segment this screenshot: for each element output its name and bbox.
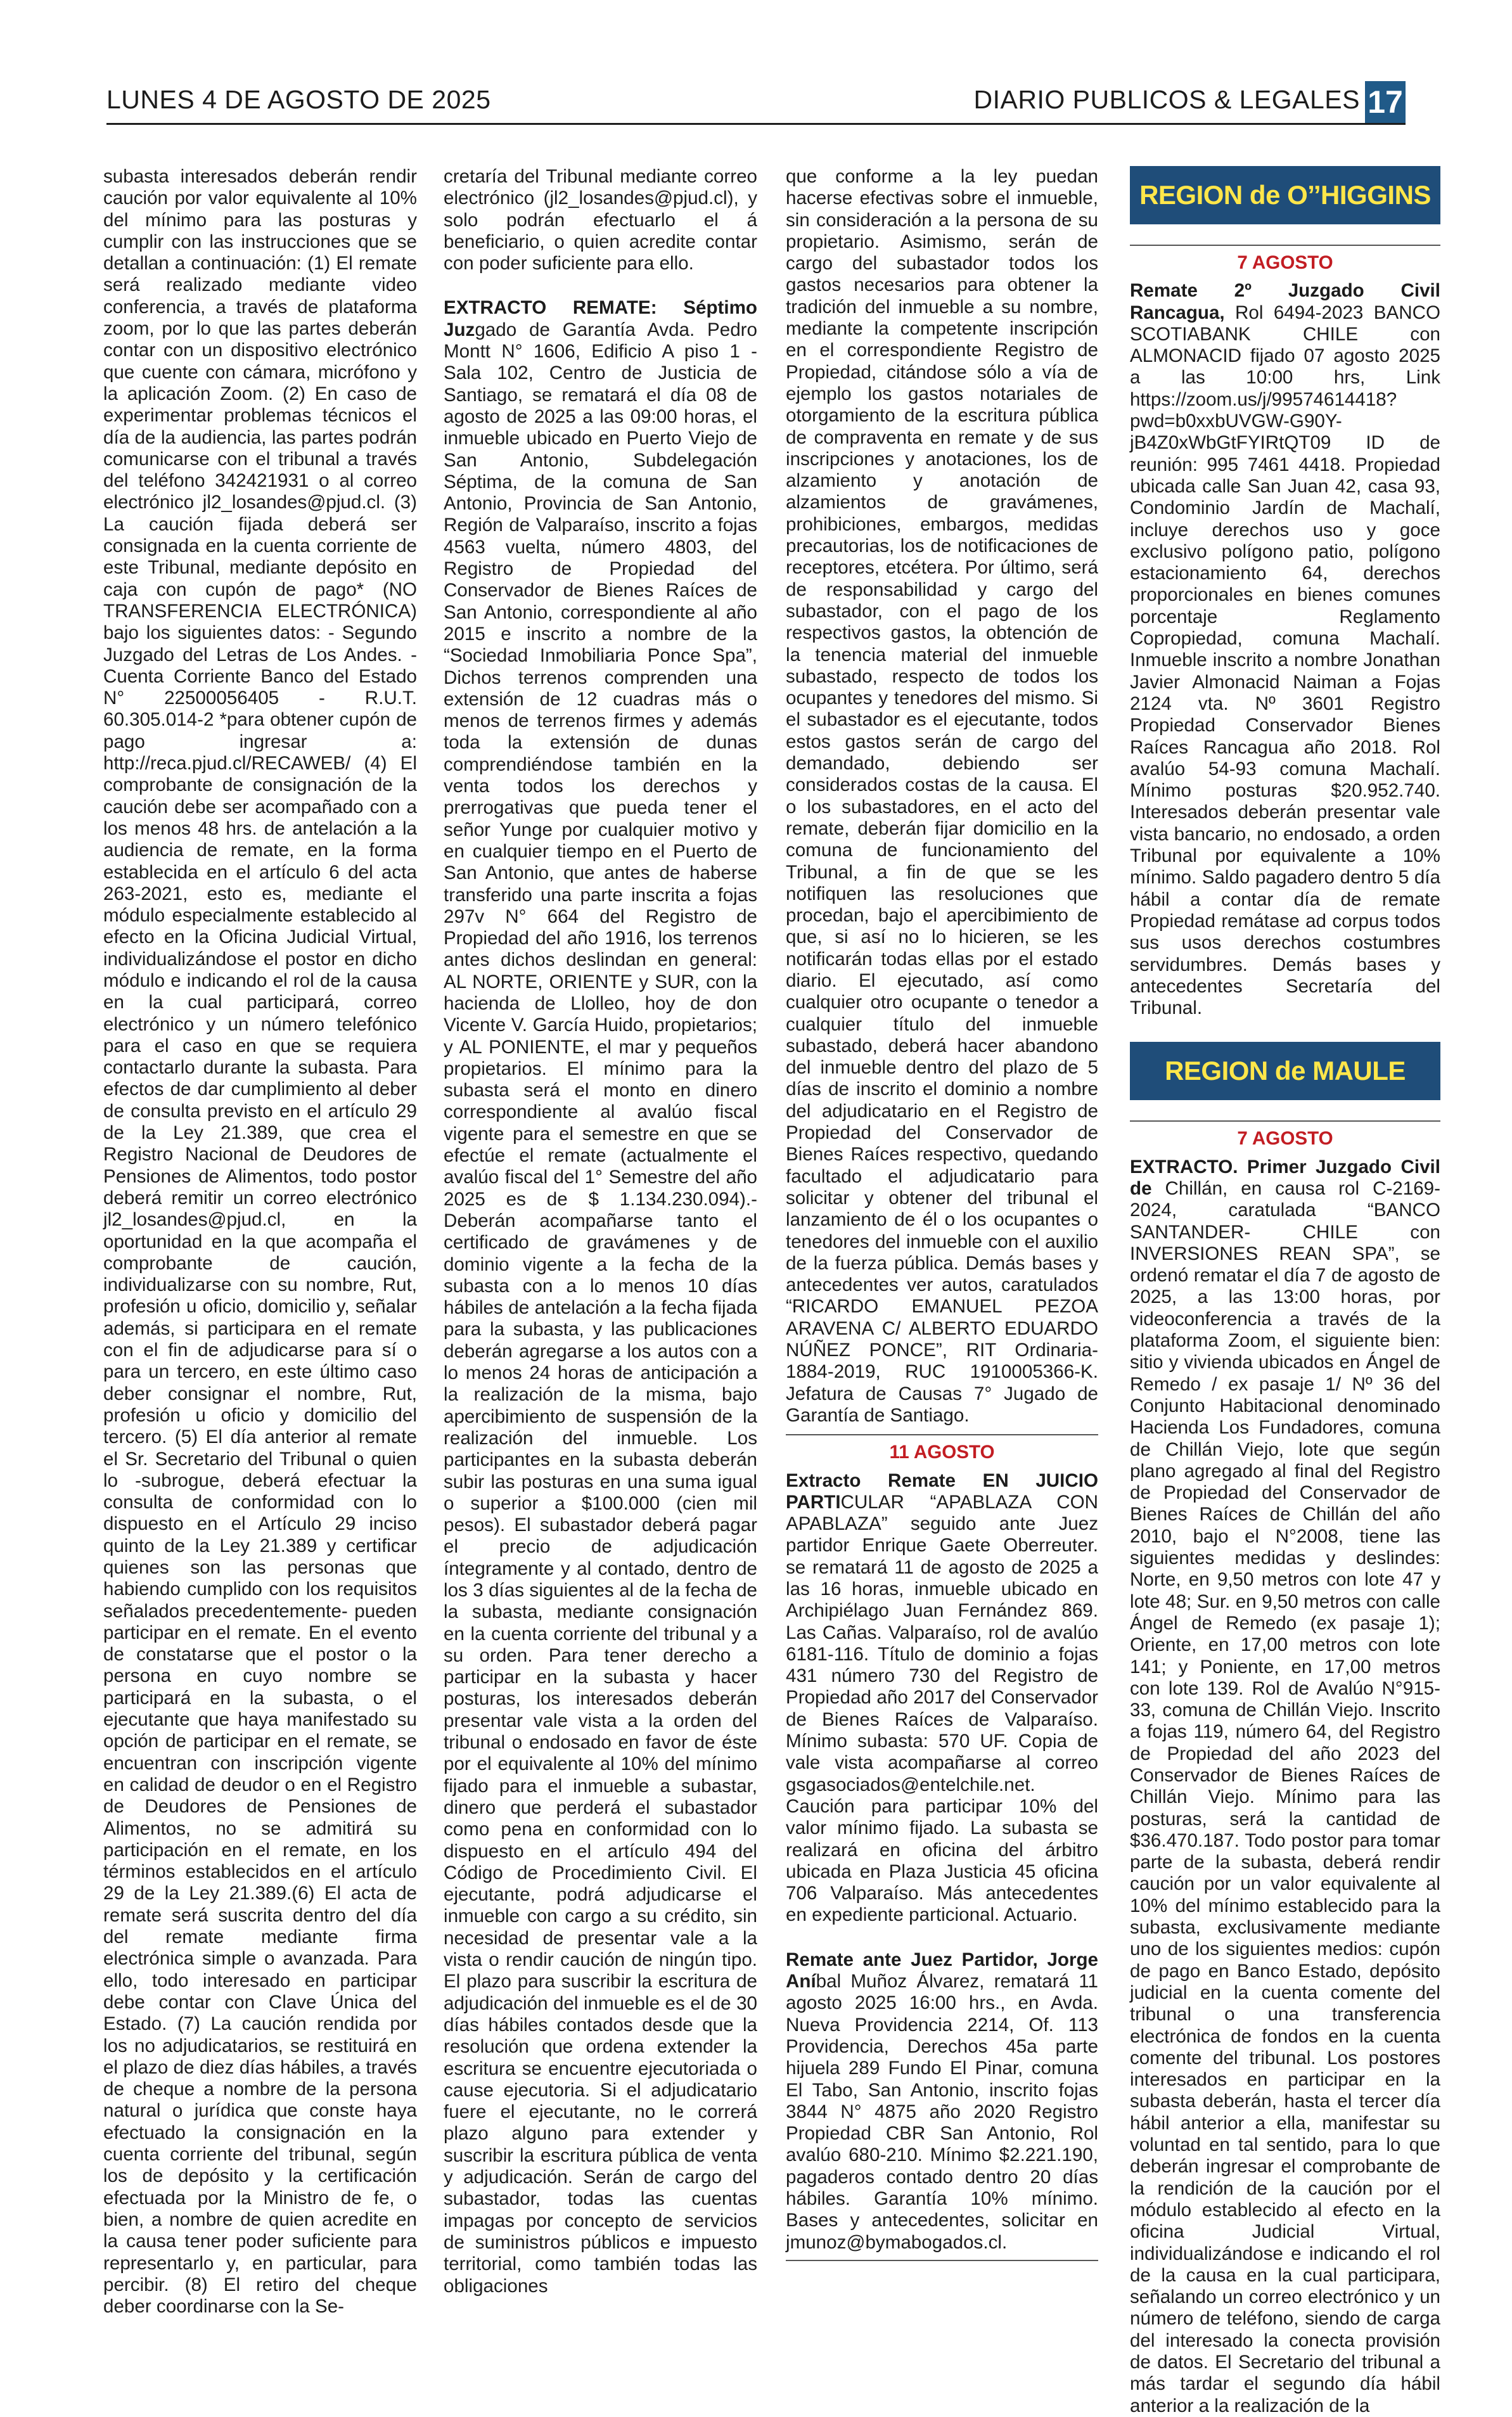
notice-lead: Extracto Remate EN JUICIO PARTI: [786, 1470, 1098, 1513]
region-banner-ohiggins: REGION de O’’HIGGINS: [1130, 166, 1440, 224]
notice-body: bal Muñoz Álvarez, rematará 11 agosto 2025 16:00 hrs., en Avda. Nueva Providencia 2214, Of. 113 Providencia, Derechos 45a parte hijuela 289 Fundo El Pinar, comuna El Tabo, San Antonio, inscrito fojas 3844 N° 4875 año 2020 Registro Propiedad CBR San Antonio, Rol avalúo 680-210. Mínimo $2.221.190, pagaderos contado dentro 20 días hábiles. Garantía 10% mínimo. Bases y antecedentes, solicitar en jmunoz@bymabogados.cl.: [786, 1971, 1098, 2253]
date-heading: 11 AGOSTO: [786, 1434, 1098, 1463]
header-date: LUNES 4 DE AGOSTO DE 2025: [106, 85, 491, 114]
notice-apablaza: [786, 1470, 1098, 1927]
notice-lead: Remate 2º Juzgado Civil Rancagua,: [1130, 280, 1440, 323]
notice-rancagua: [1130, 280, 1440, 1019]
notice-body: gado de Garantía Avda. Pedro Montt N° 1606, Edificio A piso 1 - Sala 102, Centro de Justicia de Santiago, se rematará el día 08 de agosto de 2025 a las 09:00 horas, el inmueble ubicado en Puerto Viejo de San Antonio, Subdelegación Séptima, de la comuna de San Antonio, Provincia de San Antonio, Región de Valparaíso, inscrito a fojas 4563 vuelta, número 4803, del Registro de Propiedad del Conservador de Bienes Raíces de San Antonio, correspondiente al año 2015 e inscrito a nombre de la “Sociedad Inmobiliaria Ponce Spa”, Dichos terrenos comprenden una extensión de 12 cuadras más o menos de terrenos firmes y además toda la extensión de dunas comprendiéndose también en la venta todos los derechos y prerrogativas que pueda tener el señor Yunge por cualquier motivo y en cualquier tiempo en el Puerto de San Antonio, que antes de haberse transferido una parte inscrita a fojas 297v N° 664 del Registro de Propiedad del año 1916, los terrenos antes dichos deslindan en general: AL NORTE, ORIENTE y SUR, con la hacienda de Llolleo, hoy de don Vicente V. García Huido, propietarios; y AL PONIENTE, el mar y pequeños propietarios. El mínimo para la subasta será el monto en dinero correspondiente al avalúo fiscal vigente para el semestre en que se efectúe el remate (actualmente el avalúo fiscal del 1° Semestre del año 2025 es de $ 1.134.230.094).- Deberán acompañarse tanto el certificado de gravámenes y de dominio vigente a la fecha de la subasta con a lo menos 10 días hábiles de antelación a la fecha fijada para la subasta, y las publicaciones deberán agregarse a los autos con a lo menos 24 horas de anticipación a la realización de la misma, bajo apercibimiento de suspensión de la realización del inmueble. Los participantes en la subasta deberán subir las posturas en una suma igual o superior a $100.000 (cien mil pesos). El subastador deberá pagar el precio de adjudicación íntegramente y al contado, dentro de los 3 días siguientes al de la fecha de la subasta, mediante consignación en la cuenta corriente del tribunal y a su orden. Para tener derecho a participar en la subasta y hacer posturas, los interesados deberán presentar vale vista a la orden del tribunal o endosado en favor de éste por el equivalente al 10% del mínimo fijado para el inmueble a subastar, dinero que perderá el subastador como pena en conformidad con lo dispuesto en el artículo 494 del Código de Procedimiento Civil. El ejecutante, podrá adjudicarse el inmueble con cargo a su crédito, sin necesidad de presentar vale a la vista o rendir caución de ningún tipo. El plazo para suscribir la escritura de adjudicación del inmueble es el de 30 días hábiles contados desde que la resolución que ordena extender la escritura se encuentre ejecutoriada o cause ejecutoria. Si el adjudicatario fuere el ejecutante, no le correrá plazo alguno para extender y suscribir la escritura pública de venta y adjudicación. Serán de cargo del subastador, todas las cuentas impagas por concepto de servicios de suministros públicos e impuesto territorial, como también todas las obligaciones: [444, 319, 757, 2297]
notice-extracto-remate-septimo: [444, 297, 757, 2297]
page-number: 17: [1365, 81, 1406, 123]
column-3: [786, 166, 1098, 2261]
notice-text: subasta interesados deberán rendir caución por valor equivalente al 10% del mínimo para las posturas y cumplir con las instrucciones que se detallan a continuación: (1) El remate será realizado mediante video conferencia, a través de plataforma zoom, por lo que las partes deberán contar con un dispositivo electrónico que cuente con cámara, micrófono y la aplicación Zoom. (2) En caso de experimentar problemas técnicos el día de la audiencia, las partes podrán comunicarse con el tribunal a través del teléfono 342421931 o al correo electrónico jl2_losandes@pjud.cl. (3) La caución fijada deberá ser consignada en la cuenta corriente de este Tribunal, mediante depósito en caja con cupón de pago* (NO TRANSFERENCIA ELECTRÓNICA) bajo los siguientes datos: - Segundo Juzgado del Letras de Los Andes. - Cuenta Corriente Banco del Estado N° 22500056405 - R.U.T. 60.305.014-2 *para obtener cupón de pago ingresar a: http://reca.pjud.cl/RECAWEB/ (4) El comprobante de consignación de la caución debe ser acompañado con a los menos 48 hrs. de antelación a la audiencia de remate, en la forma establecida en el artículo 6 del acta 263-2021, esto es, mediante el módulo especialmente establecido al efecto en la Oficina Judicial Virtual, individualizándose el postor en dicho módulo e indicando el rol de la causa en la cual participará, correo electrónico y un número telefónico para el caso en que se requiera contactarlo durante la subasta. Para efectos de dar cumplimiento al deber de consulta previsto en el artículo 29 de la Ley 21.389, que crea el Registro Nacional de Deudores de Pensiones de Alimentos, todo postor deberá remitir un correo electrónico jl2_losandes@pjud.cl, en la oportunidad en la que acompaña el comprobante de caución, individualizarse con su nombre, Rut, profesión u oficio, domicilio y, señalar además, si participara en el remate con el fin de adjudicarse para sí o para un tercero, en este último caso deber consignar el nombre, Rut, profesión u oficio y domicilio del tercero. (5) El día anterior al remate el Sr. Secretario del Tribunal o quien lo -subrogue, deberá efectuar la consulta de conformidad con lo dispuesto en el Artículo 29 inciso quinto de la Ley 21.389 y certificar quienes son las personas que habiendo cumplido con los requisitos señalados precedentemente- pueden participar en el remate. En el evento de constatarse que el postor o la persona en cuyo nombre se participará en la subasta, o el ejecutante que haya manifestado su opción de participar en el remate, se encuentran con inscripción vigente en calidad de deudor o en el Registro de Deudores de Pensiones de Alimentos, no se admitirá su participación en el remate, en los términos establecidos en el artículo 29 de la Ley 21.389.(6) El acta de remate será suscrita dentro del día del remate mediante firma electrónica simple o avanzada. Para ello, todo interesado en participar debe contar con Clave Única del Estado. (7) La caución rendida por los no adjudicatarios, se restituirá en el plazo de diez días hábiles, a través de cheque a nombre de la persona natural o jurídica que conste haya efectuado la consignación en la cuenta corriente del tribunal, según los de depósito y la certificación efectuada por la Ministro de fe, o bien, a nombre de quien acredite en la causa tener poder suficiente para representarlo y, en particular, para percibir. (8) El retiro del cheque deber coordinarse con la Se-: [103, 166, 417, 2318]
notice-chillan: [1130, 1157, 1440, 2417]
column-4: [1130, 166, 1440, 2417]
notice-lead: EXTRACTO REMATE: Séptimo Juz: [444, 297, 757, 340]
divider: [786, 2260, 1098, 2261]
notice-lead: Remate ante Juez Partidor, Jorge Aní: [786, 1949, 1098, 1992]
notice-body: Chillán, en causa rol C-2169-2024, caratulada “BANCO SANTANDER- CHILE con INVERSIONES REAN SPA”, se ordenó rematar el día 7 de agosto de 2025, a las 13:00 horas, por videoconferencia a través de la plataforma Zoom, el siguiente bien: sitio y vivienda ubicados en Ángel de Remedo / ex pasaje 1/ Nº 36 del Conjunto Habitacional denominado Hacienda Los Fundadores, comuna de Chillán Viejo, lote que según plano agregado al final del Registro de Propiedad del Conservador de Bienes Raíces de Chillán del año 2010, bajo el N°2008, tiene las siguientes medidas y deslindes: Norte, en 9,50 metros con lote 47 y lote 48; Sur. en 9,50 metros con calle Ángel de Remedo (ex pasaje 1); Oriente, en 17,00 metros con lote 141; y Poniente, en 17,00 metros con lote 139. Rol de Avalúo N°915-33, comuna de Chillán Viejo. Inscrito a fojas 119, número 64, del Registro de Propiedad del año 2023 del Conservador de Bienes Raíces de Chillán Viejo. Mínimo para las posturas, será la cantidad de $36.470.187. Todo postor para tomar parte de la subasta, deberá rendir caución por un valor equivalente al 10% del mínimo establecido para la subasta, exclusivamente mediante uno de los siguientes medios: cupón de pago en Banco Estado, depósito judicial en la cuenta comente del tribunal o una transferencia electrónica de fondos en la cuenta comente del tribunal. Los postores interesados en participar en la subasta deberán, hasta el tercer día hábil anterior a ella, manifestar su voluntad en tal sentido, para lo que deberán ingresar el comprobante de la rendición de la caución por el módulo establecido al efecto en la oficina Judicial Virtual, individualizándose e indicando el rol de la causa en la cual participara, señalando un correo electrónico y un número de teléfono, siendo de carga del interesado la conecta provisión de datos. El Secretario del tribunal a más tardar el segundo día hábil anterior a la realización de la: [1130, 1177, 1440, 2416]
date-heading: 7 AGOSTO: [1130, 1120, 1440, 1150]
notice-lead: EXTRACTO. Primer Juzgado Civil de: [1130, 1156, 1440, 1199]
date-heading: 7 AGOSTO: [1130, 245, 1440, 274]
column-1: [103, 166, 417, 2318]
region-banner-maule: REGION de MAULE: [1130, 1042, 1440, 1100]
publication-title: DIARIO PUBLICOS & LEGALES: [973, 85, 1360, 114]
notice-body: CULAR “APABLAZA CON APABLAZA” seguido ante Juez partidor Enrique Gaete Oberreuter. se rematará 11 de agosto de 2025 a las 16 horas, inmueble ubicado en Archipiélago Juan Fernández 869. Las Cañas. Valparaíso, rol de avalúo 6181-116. Título de dominio a fojas 431 número 730 del Registro de Propiedad año 2017 del Conservador de Bienes Raíces de Valparaíso. Mínimo subasta: 570 UF. Copia de vale vista acompañarse al correo gsgasociados@entelchile.net. Caución para participar 10% del valor mínimo fijado. La subasta se realizará en oficina del árbitro ubicada en Plaza Justicia 45 oficina 706 Valparaíso. Más antecedentes en expediente particional. Actuario.: [786, 1491, 1098, 1926]
notice-juez-partidor: [786, 1949, 1098, 2254]
notice-text: cretaría del Tribunal mediante correo electrónico (jl2_losandes@pjud.cl), y solo podrán efectuarlo el á beneficiario, o quien acredite contar con poder suficiente para ello.: [444, 166, 757, 274]
notice-body: Rol 6494-2023 BANCO SCOTIABANK CHILE con ALMONACID fijado 07 agosto 2025 a las 10:00 hrs, Link https://zoom.us/j/99574614418?pwd=b0xxbUVGW-G90Y-jB4Z0xWbGtFYIRtQT09 ID de reunión: 995 7461 4418. Propiedad ubicada calle San Juan 42, casa 93, Condominio Jardín de Machalí, incluye derechos uso y goce exclusivo polígono patio, polígono estacionamiento 64, derechos proporcionales en bienes comunes porcentaje Reglamento Copropiedad, comuna Machalí. Inmueble inscrito a nombre Jonathan Javier Almonacid Naiman a Fojas 2124 vta. Nº 3601 Registro Propiedad Conservador Bienes Raíces Rancagua año 2018. Rol avalúo 54-93 comuna Machalí. Mínimo posturas $20.952.740. Interesados deberán presentar vale vista bancario, no endosado, a orden Tribunal por equivalente a 10% mínimo. Saldo pagadero dentro 5 día hábil a contar día de remate Propiedad remátase ad corpus todos sus usos derechos costumbres servidumbres. Demás bases y antecedentes Secretaría del Tribunal.: [1130, 302, 1440, 1019]
page-header: [106, 81, 1406, 125]
notice-text: que conforme a la ley puedan hacerse efectivas sobre el inmueble, sin consideración a la persona de su propietario. Asimismo, serán de cargo del subastador todos los gastos necesarios para obtener la tradición del inmueble a su nombre, mediante la competente inscripción en el correspondiente Registro de Propiedad, citándose sólo a vía de ejemplo los gastos notariales de otorgamiento de la escritura pública de compraventa en remate y de sus inscripciones y anotaciones, los de alzamiento y anotación de alzamientos de gravámenes, prohibiciones, embargos, medidas precautorias, los de notificaciones de receptores, etcétera. Por último, será de responsabilidad y cargo del subastador, con el pago de los respectivos gastos, la obtención de la tenencia material del inmueble subastado, respecto de todos los ocupantes y tenedores del mismo. Si el subastador es el ejecutante, todos estos gastos serán de cargo del demandado, debiendo ser considerados costas de la causa. El o los subastadores, en el acto del remate, deberán fijar domicilio en la comuna de funcionamiento del Tribunal, a fin de que se les notifiquen las resoluciones que procedan, bajo el apercibimiento de que, si así no lo hicieren, se les notificarán todas ellas por el estado diario. El ejecutado, así como cualquier otro ocupante o tenedor a cualquier título del inmueble subastado, deberá hacer abandono del inmueble dentro del plazo de 5 días de inscrito el dominio a nombre del adjudicatario en el Registro de Propiedad del Conservador de Bienes Raíces respectivo, quedando facultado el adjudicatario para solicitar y obtener del tribunal el lanzamiento de él o los ocupantes o tenedores del inmueble con el auxilio de la fuerza pública. Demás bases y antecedentes ver autos, caratulados “RICARDO EMANUEL PEZOA ARAVENA C/ ALBERTO EDUARDO NÚÑEZ PONCE”, RIT Ordinaria-1884-2019, RUC 1910005366-K. Jefatura de Causas 7° Jugado de Garantía de Santiago.: [786, 166, 1098, 1426]
column-2: [444, 166, 757, 2297]
